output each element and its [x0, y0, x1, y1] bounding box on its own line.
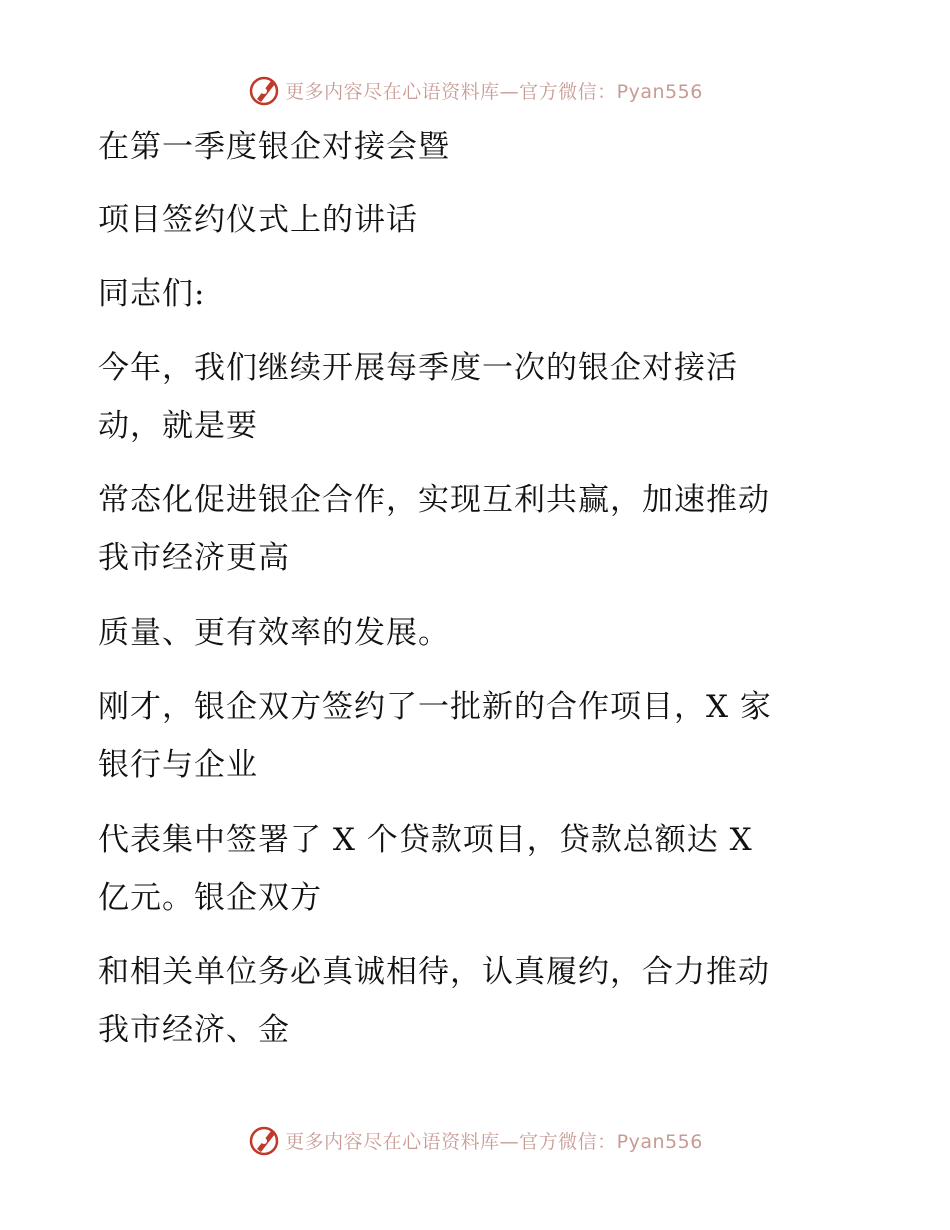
- text-line: 我市经济、金: [98, 1012, 290, 1048]
- pen-logo-icon: [247, 73, 281, 107]
- text-line: 质量、更有效率的发展。: [98, 615, 450, 651]
- text-line: 常态化促进银企合作，实现互利共赢，加速推动: [98, 482, 770, 518]
- text-line: 银行与企业: [98, 747, 258, 783]
- footer-watermark-text: 更多内容尽在心语资料库—官方微信：Pyan556: [285, 1130, 703, 1153]
- text-line: 在第一季度银企对接会暨: [98, 129, 450, 165]
- text-line: 动，就是要: [98, 408, 258, 444]
- text-line: 和相关单位务必真诚相待，认真履约，合力推动: [98, 954, 770, 990]
- pen-logo-icon: [247, 1123, 281, 1157]
- text-line: 刚才，银企双方签约了一批新的合作项目，X 家: [98, 689, 772, 725]
- footer-watermark: [0, 1120, 950, 1160]
- text-line: 同志们:: [98, 276, 206, 312]
- header-watermark-text: 更多内容尽在心语资料库—官方微信：Pyan556: [285, 80, 703, 103]
- text-line: 代表集中签署了 X 个贷款项目，贷款总额达 X: [98, 822, 753, 858]
- text-line: 我市经济更高: [98, 540, 290, 576]
- text-line: 亿元。银企双方: [98, 880, 322, 916]
- text-line: 今年，我们继续开展每季度一次的银企对接活: [98, 350, 738, 386]
- text-line: 项目签约仪式上的讲话: [98, 202, 418, 238]
- header-watermark: [0, 70, 950, 110]
